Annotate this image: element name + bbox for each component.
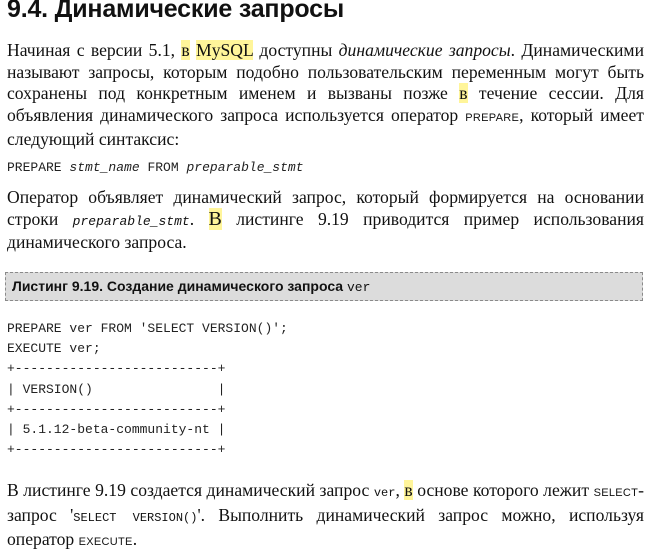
- close-text-a: В листинге 9.19 создается динамический запрос: [7, 480, 374, 500]
- intro-paragraph: [7, 40, 644, 151]
- close-text-b: ,: [395, 480, 405, 500]
- closing-paragraph: [7, 480, 644, 554]
- desc-text-b: .: [189, 208, 209, 229]
- intro-italic-term: динамические запросы: [338, 40, 511, 60]
- code-line: EXECUTE ver;: [7, 341, 101, 357]
- code-block: [7, 319, 288, 460]
- highlight-v: в: [181, 40, 190, 60]
- code-line: +--------------------------+: [7, 361, 226, 377]
- document-page: [7, 0, 645, 549]
- close-text-d: -запрос ': [7, 480, 645, 525]
- highlight-mysql: MySQL: [196, 40, 254, 60]
- code-line: | VERSION() |: [7, 381, 226, 397]
- listing-title-box: [5, 272, 643, 301]
- description-paragraph: [7, 187, 644, 254]
- close-code-select: SELECT VERSION(): [73, 510, 198, 525]
- highlight-v-3: в: [404, 480, 413, 500]
- listing-title: Листинг 9.19. Создание динамического запроса: [12, 278, 347, 294]
- close-text-e: '. Выполнить динамический запрос можно, используя оператор: [7, 504, 644, 549]
- code-line: +--------------------------+: [7, 442, 226, 458]
- intro-text-d: течение сессии. Для объявления динамического запроса используется оператор: [7, 83, 644, 125]
- close-text-f: .: [132, 529, 138, 549]
- highlight-big-v: В: [208, 207, 222, 230]
- close-code-ver: ver: [373, 486, 396, 500]
- syntax-arg-preparable: preparable_stmt: [186, 160, 304, 175]
- intro-text-b: доступны: [253, 40, 339, 60]
- section-heading: 9.4. Динамические запросы: [7, 0, 344, 23]
- syntax-arg-stmt-name: stmt_name: [69, 160, 140, 175]
- code-line: | 5.1.12-beta-community-nt |: [7, 422, 226, 438]
- intro-text-e: , который имеет следующий синтаксис:: [7, 104, 644, 149]
- listing-code-name: ver: [346, 280, 371, 295]
- syntax-line: [7, 160, 304, 176]
- close-text-c: основе которого лежит: [412, 480, 594, 500]
- intro-text-a: Начиная с версии 5.1,: [7, 40, 182, 60]
- code-line: PREPARE ver FROM 'SELECT VERSION()';: [7, 321, 288, 336]
- code-line: +--------------------------+: [7, 401, 226, 417]
- desc-text-a: Оператор объявляет динамический запрос, который формируется на основании строки: [7, 187, 644, 229]
- desc-code-preparable: preparable_stmt: [72, 213, 190, 229]
- keyword-prepare: PREPARE: [465, 111, 520, 124]
- syntax-kw-from: FROM: [147, 160, 179, 175]
- keyword-select: SELECT: [593, 487, 639, 499]
- syntax-kw-prepare: PREPARE: [7, 160, 62, 175]
- intro-text-c: . Динамическими называют запросы, которым подобно пользовательским переменным могут быть сохранены под конкретным именем и вызваны позже: [7, 40, 644, 103]
- highlight-v-2: в: [459, 83, 468, 103]
- desc-text-c: листинге 9.19 приводится пример использования динамического запроса.: [7, 208, 645, 252]
- keyword-execute: EXECUTE: [78, 536, 133, 548]
